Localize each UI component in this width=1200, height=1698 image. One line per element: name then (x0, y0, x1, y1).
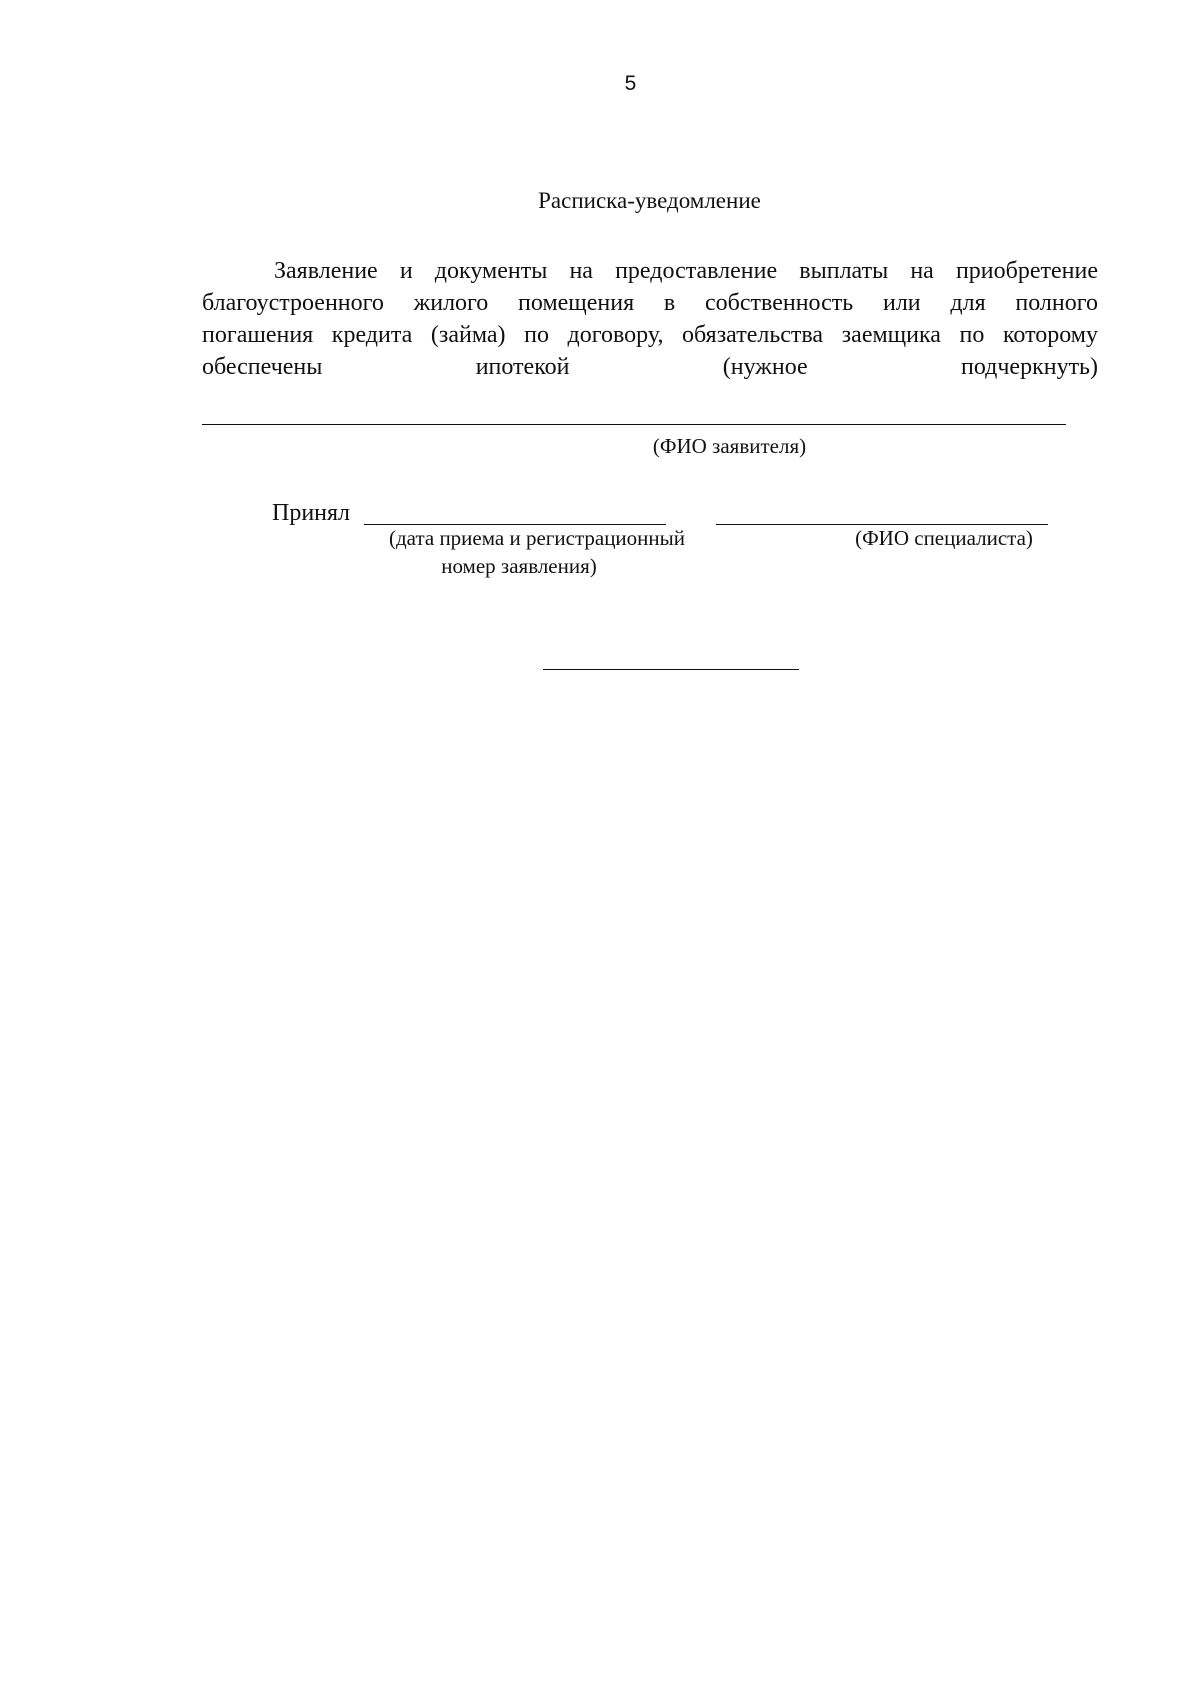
statement-line-3: погашения кредита (займа) по договору, обязательства заемщика по которому (202, 322, 1098, 348)
statement-line-2: благоустроенного жилого помещения в собственность или для полного (202, 290, 1098, 316)
accepted-label: Принял (272, 500, 351, 526)
statement-line-4: обеспечены ипотекой (нужное подчеркнуть) (202, 354, 1098, 380)
statement-paragraph (202, 255, 1098, 383)
statement-line-1: Заявление и документы на предоставление выплаты на приобретение (274, 258, 1098, 284)
document-title: Расписка-уведомление (538, 188, 761, 213)
date-registration-caption-line-2: номер заявления) (441, 554, 597, 578)
applicant-name-line (202, 424, 1066, 425)
date-registration-caption: (дата приема и регистрационный (388, 526, 685, 550)
applicant-caption: (ФИО заявителя) (652, 434, 807, 458)
page-number: 5 (624, 72, 637, 95)
specialist-caption: (ФИО специалиста) (855, 526, 1033, 550)
closing-separator-line (543, 669, 799, 670)
